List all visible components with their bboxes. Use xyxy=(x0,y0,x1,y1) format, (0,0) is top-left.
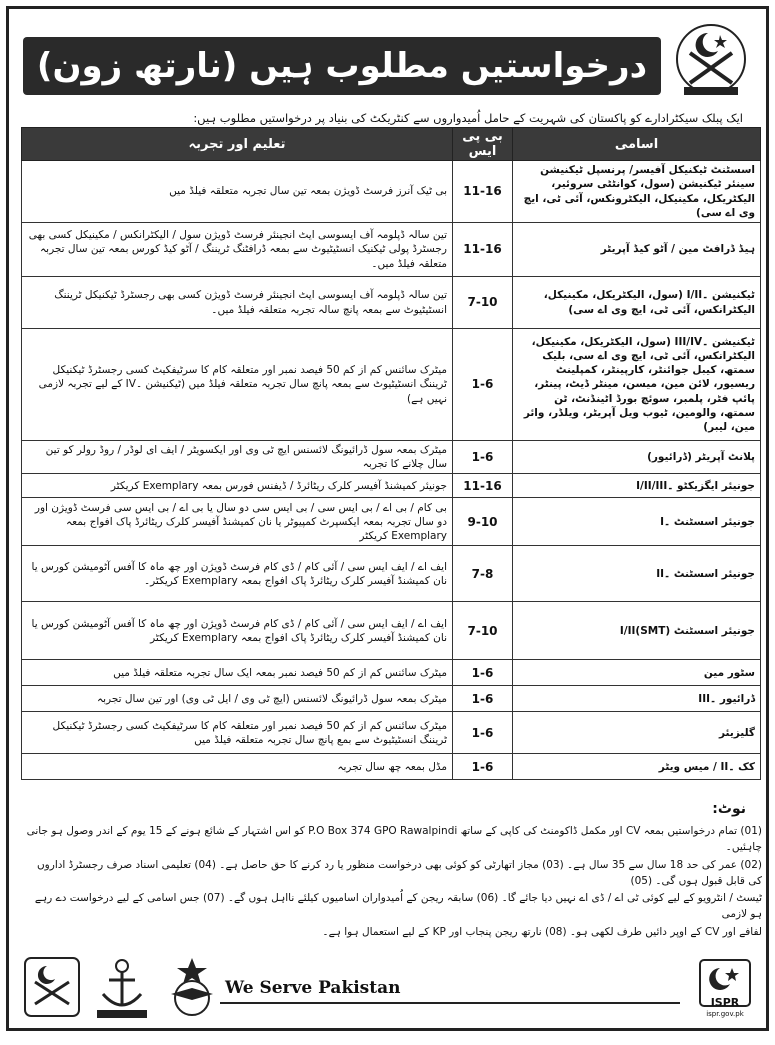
table-row xyxy=(22,660,761,686)
note-item: (01) تمام درخواستیں بمعہ CV اور مکمل ڈاکومنٹ کی کاپی کے ساتھ P.O Box 374 GPO Rawalpindi کو اس اشتہار کے شائع ہونے کے 15 یوم کے اندر وصول ہو جانی چاہئیں۔ xyxy=(26,825,762,854)
bps-value: 9-10 xyxy=(453,498,513,546)
column-header-post: اسامی xyxy=(513,128,761,161)
airforce-logo-icon xyxy=(161,954,223,1020)
post-name: اسسٹنٹ ٹیکنیکل آفیسر/ پرنسپل ٹیکنیشن سینئر ٹیکنیشن (سول، کوانٹٹی سروئیر، الیکٹریکل، مکینیکل، الیکٹرونکس، آئی ٹی، ایچ وی اے سی) xyxy=(513,161,761,223)
qualification-text: میٹرک بمعہ سول ڈرائیونگ لائسنس (ایچ ٹی وی / ایل ٹی وی) اور تین سال تجربہ xyxy=(22,686,453,712)
post-name: ڈرائیور ۔III xyxy=(513,686,761,712)
table-row xyxy=(22,686,761,712)
table-row xyxy=(22,441,761,474)
table-row xyxy=(22,712,761,754)
slogan: We Serve Pakistan xyxy=(225,978,401,998)
post-name: جونیئر اسسٹنٹ ۔I xyxy=(513,498,761,546)
column-header-qualification: تعلیم اور تجربہ xyxy=(22,128,453,161)
qualification-text: بی ٹیک آنرز فرسٹ ڈویژن بمعہ تین سال تجربہ متعلقہ فیلڈ میں xyxy=(22,161,453,223)
navy-logo-icon xyxy=(91,954,153,1020)
bps-value: 7-10 xyxy=(453,602,513,660)
note-item: ٹیسٹ / انٹرویو کے لیے کوئی ٹی اے / ڈی اے نہیں دیا جائے گا۔ (06) سابقہ ریجن کے اُمیدواران اسامیوں کیلئے نااہل ہوں گے۔ (07) جس اسامی کے لیے درخواست دے رہے ہو لازمی xyxy=(34,892,762,921)
qualification-text: میٹرک سائنس کم از کم 50 فیصد نمبر بمعہ ایک سال تجربہ متعلقہ فیلڈ میں xyxy=(22,660,453,686)
post-name: پلانٹ آپریٹر (ڈرائیور) xyxy=(513,441,761,474)
notes-title: نوٹ: xyxy=(712,801,746,817)
divider xyxy=(220,1002,680,1004)
bps-value: 11-16 xyxy=(453,223,513,277)
bps-value: 11-16 xyxy=(453,161,513,223)
qualification-text: ایف اے / ایف ایس سی / آئی کام / ڈی کام فرسٹ ڈویژن اور چھ ماہ کا آفس آٹومیشن کورس یا نان کمیشنڈ آفیسر کلرک ریٹائرڈ پاک افواج بمعہ Exemplary کریکٹر۔ xyxy=(22,546,453,602)
note-item: (02) عمر کی حد 18 سال سے 35 سال ہے۔ (03) مجاز اتھارٹی کو کوئی بھی درخواست منظور یا رد کرنے کا حق حاصل ہے۔ (04) تعلیمی اسناد صرف رجسٹرڈ اداروں کی قابل قبول ہوں گی۔ (05) xyxy=(36,858,762,887)
bps-value: 1-6 xyxy=(453,660,513,686)
jobs-table xyxy=(21,127,761,780)
table-row xyxy=(22,329,761,441)
post-name: جونیئر اسسٹنٹ I/II(SMT) xyxy=(513,602,761,660)
post-name: ٹیکنیشن ۔III/IV (سول، الیکٹریکل، مکینیکل، الیکٹرانکس، آئی ٹی، ایچ وی اے سی، بلیک سمتھ، کیبل جوائنٹر، کارپینٹر، کمپلینٹ ریسیور، لائن مین، میسن، مینٹر ڈیٹ، پینٹر، پائپ فٹر، پلمبر، سوئچ بورڈ اٹینڈنٹ، ٹن سمتھ، والومین، ٹیوب ویل آپریٹر، ویلڈر، وائر مین، لیبر) xyxy=(513,329,761,441)
advertisement-page xyxy=(6,6,769,1031)
post-name: گلیزیئر xyxy=(513,712,761,754)
post-name: کک ۔II / میس ویٹر xyxy=(513,754,761,780)
qualification-text: جونیئر کمیشنڈ آفیسر کلرک ریٹائرڈ / ڈیفنس فورس بمعہ Exemplary کریکٹر xyxy=(22,474,453,498)
bps-value: 1-6 xyxy=(453,686,513,712)
qualification-text: میٹرک سائنس کم از کم 50 فیصد نمبر اور متعلقہ کام کا سرٹیفکیٹ کسی رجسٹرڈ ٹیکنیکل ٹریننگ انسٹیٹیوٹ سے بمعہ پانچ سال تجربہ متعلقہ فیلڈ میں (ٹیکنیشن ۔IV کے لیے تجربہ لازمی نہیں ہے) xyxy=(22,329,453,441)
ispr-url: ispr.gov.pk xyxy=(706,1010,744,1018)
column-header-bps: بی پی ایس xyxy=(453,128,513,161)
post-name: سٹور مین xyxy=(513,660,761,686)
table-row xyxy=(22,754,761,780)
bps-value: 1-6 xyxy=(453,754,513,780)
table-row xyxy=(22,161,761,223)
army-logo-icon xyxy=(21,954,83,1020)
header xyxy=(15,15,760,107)
table-row xyxy=(22,474,761,498)
table-row xyxy=(22,498,761,546)
qualification-text: تین سالہ ڈپلومہ آف ایسوسی ایٹ انجینئر فرسٹ ڈویژن سول / الیکٹرانکس / مکینیکل کسی بھی رجسٹرڈ پولی ٹیکنیک انسٹیٹیوٹ سے بمعہ ڈرافٹنگ ٹریننگ / آٹو کیڈ کورس بمعہ تین سال تجربہ متعلقہ فیلڈ میں۔ xyxy=(22,223,453,277)
bps-value: 1-6 xyxy=(453,329,513,441)
table-row xyxy=(22,223,761,277)
table-row xyxy=(22,277,761,329)
table-row xyxy=(22,546,761,602)
qualification-text: میٹرک سائنس کم از کم 50 فیصد نمبر اور متعلقہ کام کا سرٹیفکیٹ کسی رجسٹرڈ ٹیکنیکل ٹریننگ انسٹیٹیوٹ سے بمع پانچ سال تجربہ متعلقہ فیلڈ میں xyxy=(22,712,453,754)
bps-value: 1-6 xyxy=(453,712,513,754)
footer xyxy=(15,944,760,1022)
qualification-text: تین سالہ ڈپلومہ آف ایسوسی ایٹ انجینئر فرسٹ ڈویژن کسی بھی رجسٹرڈ ٹیکنیکل ٹریننگ انسٹیٹیوٹ سے بمعہ پانچ سالہ تجربہ متعلقہ فیلڈ میں۔ xyxy=(22,277,453,329)
bps-value: 1-6 xyxy=(453,441,513,474)
post-name: ہیڈ ڈرافٹ مین / آٹو کیڈ آپریٹر xyxy=(513,223,761,277)
bps-value: 7-8 xyxy=(453,546,513,602)
qualification-text: ایف اے / ایف ایس سی / آئی کام / ڈی کام فرسٹ ڈویژن اور چھ ماہ کا آفس آٹومیشن کورس یا نان کمیشنڈ آفیسر کلرک ریٹائرڈ پاک افواج بمعہ Exemplary کریکٹر xyxy=(22,602,453,660)
table-row xyxy=(22,602,761,660)
bps-value: 11-16 xyxy=(453,474,513,498)
qualification-text: بی کام / بی اے / بی ایس سی / بی ایس سی دو سال یا بی اے / بی ایس سی فرسٹ ڈویژن اور دو سال تجربہ بمعہ ایکسپرٹ کمپیوٹر یا نان کمیشنڈ آفیسر کلرک ریٹائرڈ پاک افواج بمعہ Exemplary کریکٹر xyxy=(22,498,453,546)
bps-value: 7-10 xyxy=(453,277,513,329)
post-name: ٹیکنیشن ۔I/II (سول، الیکٹریکل، مکینیکل، الیکٹرانکس، آئی ٹی، ایچ وی اے سی) xyxy=(513,277,761,329)
ispr-label: ISPR xyxy=(710,996,740,1009)
note-item: لفافے اور CV کے اوپر دائیں طرف لکھی ہو۔ (08) نارتھ ریجن پنجاب اور KP کے لیے استعمال ہوا ہے۔ xyxy=(322,925,762,938)
table-header-row xyxy=(22,128,761,161)
intro-text: ایک پبلک سیکٹرادارے کو پاکستان کی شہریت کے حامل اُمیدواروں سے کنٹریکٹ کی بنیاد پر درخواستیں مطلوب ہیں: xyxy=(193,111,743,125)
page-title: درخواستیں مطلوب ہیں (نارتھ زون) xyxy=(23,37,661,95)
notes-list xyxy=(21,823,762,941)
post-name: جونیئر ایگزیکٹو ۔I/II/III xyxy=(513,474,761,498)
qualification-text: مڈل بمعہ چھ سال تجربہ xyxy=(22,754,453,780)
qualification-text: میٹرک بمعہ سول ڈرائیونگ لائسنس ایچ ٹی وی اور ایکسویٹر / ایف ای لوڈر / روڈ رولر کو تین سال چلانے کا تجربہ xyxy=(22,441,453,474)
post-name: جونیئر اسسٹنٹ ۔II xyxy=(513,546,761,602)
army-crest-icon xyxy=(668,19,754,105)
